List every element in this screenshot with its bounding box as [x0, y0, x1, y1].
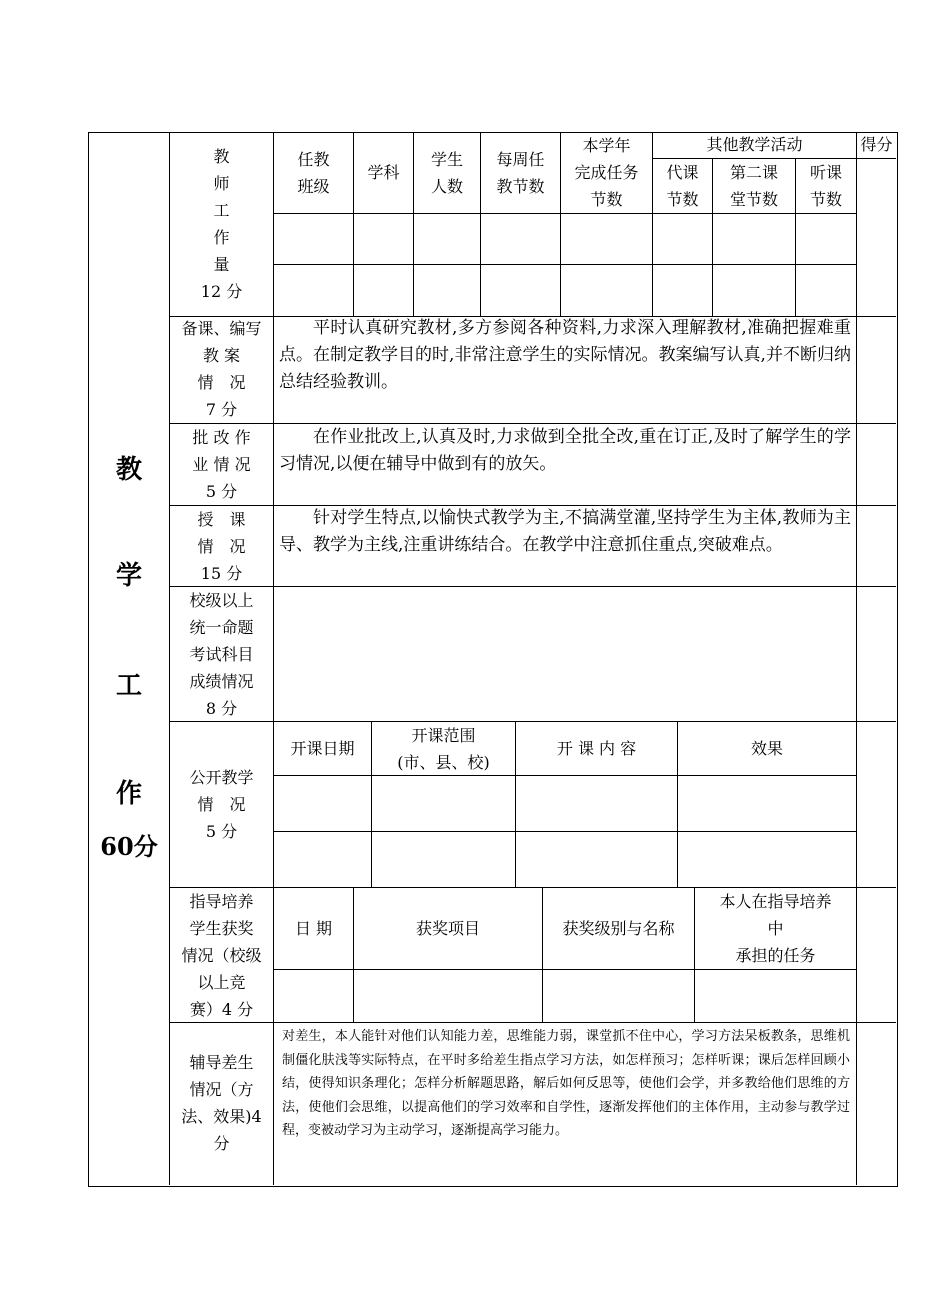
prep-label: 备课、编写 教 案 情 况 7 分 — [181, 319, 262, 419]
header-open-scope: 开课范围 (市、县、校) — [397, 726, 490, 772]
header-second-class: 第二课 堂节数 — [729, 163, 778, 209]
open-class-label: 公开教学 情 况 5 分 — [189, 768, 254, 841]
divider — [273, 969, 856, 970]
score-header: 得分 — [860, 135, 893, 154]
workload-label: 教 师 工 作 量 12 分 — [200, 147, 243, 301]
header-students: 学生 人数 — [430, 150, 463, 196]
teaching-text: 针对学生特点,以愉快式教学为主,不搞满堂灌,坚持学生为主体,教师为主导、教学为主线,注重讲练结合。在教学中注意抓住重点,突破难点。 — [279, 508, 851, 555]
divider — [169, 586, 896, 587]
header-open-date: 开课日期 — [290, 739, 355, 758]
divider — [542, 887, 543, 1022]
tutoring-text: 对差生，本人能针对他们认知能力差，思维能力弱，课堂抓不住中心，学习方法呆板教条，思维机制僵化肤浅等实际特点，在平时多给差生指点学习方法，如怎样预习；怎样听课；课后怎样回顾小结，使得知识条理化；怎样分析解题思路，解后如何反思等，使他们会学，并多教给他们思维的方法，使他们会思维，以提高他们的学习效率和自学性，逐渐发挥他们的主体作用，主动参与教学过程，变被动学习为主动学习，逐渐提高学习能力。 — [282, 1029, 850, 1138]
header-open-content: 开 课 内 容 — [556, 739, 637, 758]
divider — [353, 887, 354, 1022]
teaching-label: 授 课 情 况 15 分 — [197, 510, 246, 583]
prep-text: 平时认真研究教材,多方参阅各种资料,力求深入理解教材,准确把握难重点。在制定教学目的时,非常注意学生的实际情况。教案编写认真,并不断归纳总结经验教训。 — [279, 318, 851, 392]
section-title-char: 工 — [115, 671, 142, 701]
header-award-date: 日 期 — [294, 919, 333, 938]
divider — [856, 132, 857, 1185]
tutoring-label: 辅导差生 情况（方 法、效果)4 分 — [181, 1053, 262, 1153]
homework-text: 在作业批改上,认真及时,力求做到全批全改,重在订正,及时了解学生的学习情况,以便在辅导中做到有的放矢。 — [279, 427, 851, 474]
divider — [273, 264, 856, 265]
section-title-char: 学 — [115, 561, 142, 591]
exam-label: 校级以上 统一命题 考试科目 成绩情况 8 分 — [189, 591, 254, 718]
header-other-activities: 其他教学活动 — [706, 135, 803, 154]
divider — [273, 775, 856, 776]
section-title-char: 教 — [115, 455, 142, 485]
header-class: 任教 班级 — [297, 150, 330, 196]
header-subject: 学科 — [367, 163, 400, 182]
section-title-char: 作 — [115, 779, 142, 809]
divider — [856, 158, 896, 159]
header-award-level: 获奖级别与名称 — [562, 919, 675, 938]
divider — [273, 831, 856, 832]
divider — [169, 721, 896, 722]
header-annual: 本学年 完成任务 节数 — [574, 136, 639, 209]
divider — [169, 1022, 896, 1023]
section-title-score: 60分 — [100, 832, 158, 861]
header-award-role: 本人在指导培养 中 承担的任务 — [719, 892, 832, 965]
header-substitute: 代课 节数 — [666, 163, 699, 209]
header-observe: 听课 节数 — [809, 163, 842, 209]
divider — [273, 132, 274, 1185]
header-open-effect: 效果 — [750, 739, 783, 758]
homework-label: 批 改 作 业 情 况 5 分 — [192, 428, 251, 501]
header-award-item: 获奖项目 — [415, 919, 480, 938]
header-weekly: 每周任 教节数 — [496, 150, 545, 196]
divider — [273, 213, 856, 214]
guidance-label: 指导培养 学生获奖 情况（校级 以上竞 赛）4 分 — [181, 892, 262, 1019]
